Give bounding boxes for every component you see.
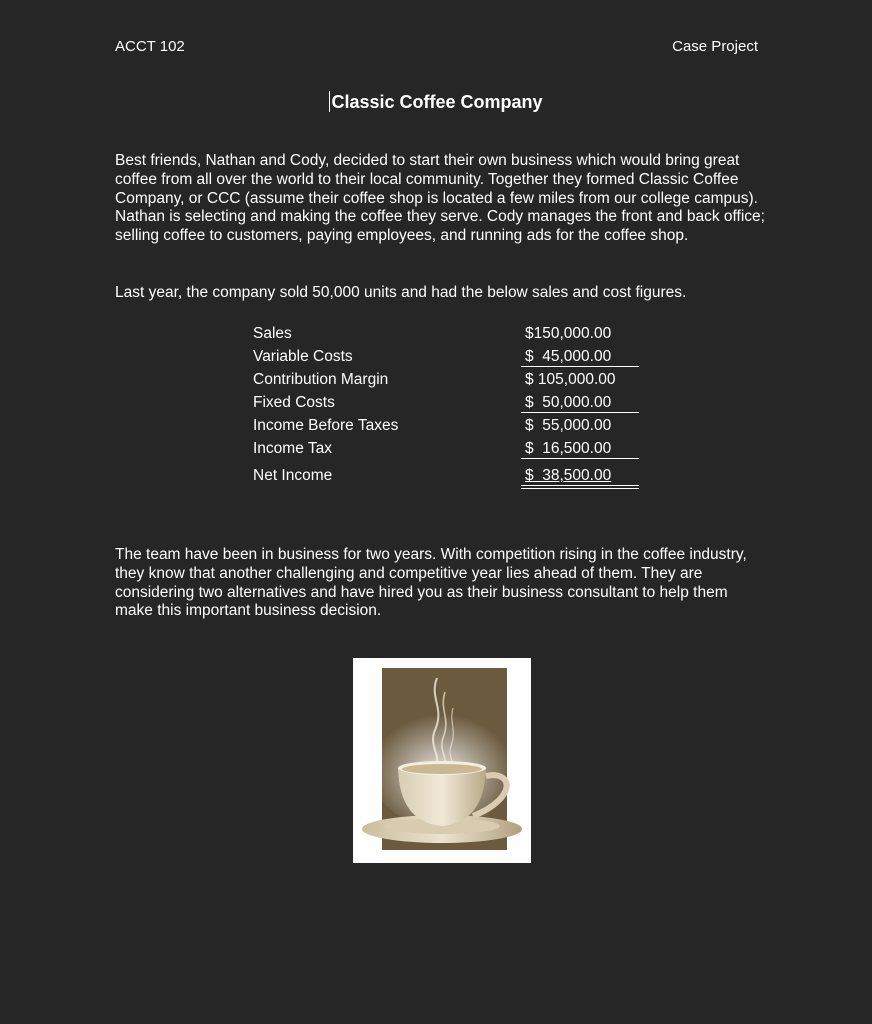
intro-paragraph: Best friends, Nathan and Cody, decided to start their own business which would bring great coffee from all over the world to their local community. Together they formed Classic Coffee Company, or CCC (assume their coffee shop is located a few miles from our college campus). Nathan is selecting and making the coffee they serve. Cody manages the front and back office; selling coffee to customers, paying employees, and running ads for the coffee shop. <box>115 152 765 245</box>
financial-value: $ 16,500.00 <box>525 440 612 457</box>
underline-rule <box>521 412 639 413</box>
financial-row-income-before-taxes <box>253 414 639 437</box>
financial-statement <box>253 322 639 487</box>
summary-paragraph: Last year, the company sold 50,000 units and had the below sales and cost figures. <box>115 284 687 301</box>
financial-label: Sales <box>253 325 292 342</box>
financial-value: $ 38,500.00 <box>525 467 612 484</box>
closing-paragraph: The team have been in business for two years. With competition rising in the coffee industry, they know that another challenging and competitive year lies ahead of them. They are considering two alternatives and have hired you as their business consultant to help them make this important business decision. <box>115 546 747 620</box>
financial-row-net-income <box>253 464 639 487</box>
financial-value: $ 45,000.00 <box>525 348 612 365</box>
page-title-text: Classic Coffee Company <box>331 92 543 112</box>
financial-row-sales <box>253 322 639 345</box>
financial-label: Variable Costs <box>253 348 353 365</box>
financial-row-variable-costs <box>253 345 639 368</box>
course-label: ACCT 102 <box>115 38 185 55</box>
financial-row-contribution-margin <box>253 368 639 391</box>
financial-label: Contribution Margin <box>253 371 389 388</box>
coffee-cup-icon <box>353 658 531 863</box>
financial-row-fixed-costs <box>253 391 639 414</box>
financial-value: $ 55,000.00 <box>525 417 612 434</box>
financial-value: $ 50,000.00 <box>525 394 612 411</box>
section-label: Case Project <box>672 38 758 55</box>
financial-label: Income Tax <box>253 440 332 457</box>
underline-rule <box>521 366 639 367</box>
financial-value: $150,000.00 <box>525 325 612 342</box>
double-underline-rule <box>521 485 639 489</box>
financial-label: Fixed Costs <box>253 394 335 411</box>
financial-label: Income Before Taxes <box>253 417 399 434</box>
financial-label: Net Income <box>253 467 333 484</box>
page-title <box>0 91 872 113</box>
coffee-cup-image <box>353 658 531 863</box>
financial-value: $ 105,000.00 <box>525 371 616 388</box>
financial-row-income-tax <box>253 437 639 460</box>
underline-rule <box>521 458 639 459</box>
